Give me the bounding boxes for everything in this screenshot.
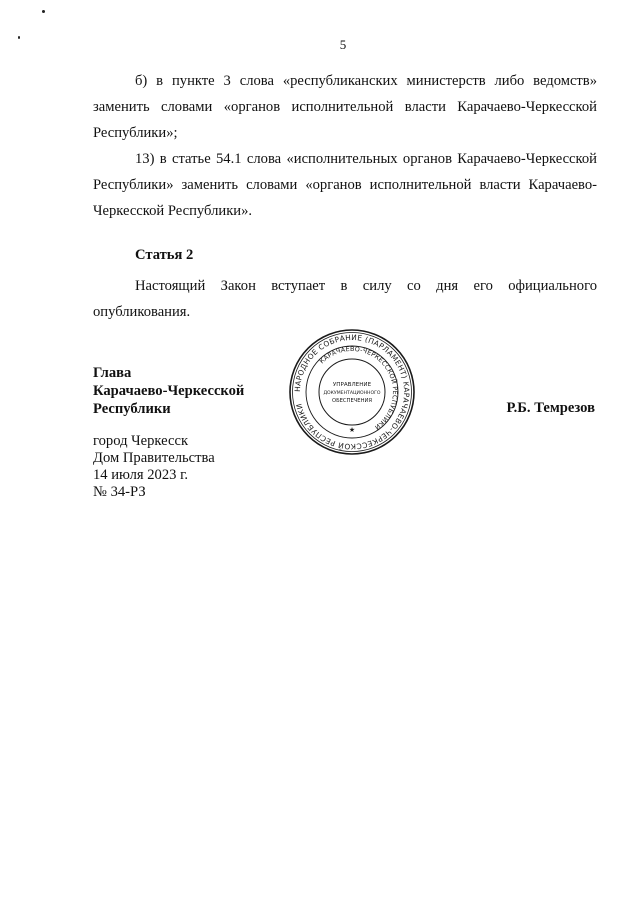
- seal-center-line: ДОКУМЕНТАЦИОННОГО: [323, 391, 381, 396]
- signer-title: [93, 364, 244, 418]
- signer-title-line: Республики: [93, 401, 171, 417]
- page-number: 5: [339, 37, 347, 52]
- paragraph-item-b: [93, 68, 597, 146]
- signer-name: Р.Б. Темрезов: [506, 400, 595, 416]
- paragraph-text: 13) в статье 54.1 слова «исполнительных органов Карачаево-Черкесской Республики» заменить словами «органов исполнительной власти Карачаево-Черкесской Республики».: [93, 151, 597, 219]
- date-line: 14 июля 2023 г.: [93, 467, 189, 483]
- signer-title-line: Глава: [93, 365, 132, 381]
- seal-center-line: УПРАВЛЕНИЕ: [332, 382, 372, 388]
- signer-title-line: Карачаево-Черкесской: [93, 383, 245, 399]
- place-line: Дом Правительства: [93, 450, 215, 466]
- place-line: город Черкесск: [93, 433, 189, 449]
- seal-inner-text: КАРАЧАЕВО-ЧЕРКЕССКОЙ РЕСПУБЛИКИ: [317, 344, 400, 432]
- article-heading: Статья 2: [135, 247, 194, 263]
- seal-center-line: ОБЕСПЕЧЕНИЯ: [332, 398, 372, 404]
- svg-text:КАРАЧАЕВО-ЧЕРКЕССКОЙ РЕСПУБЛИК: [318, 345, 399, 431]
- article-text: Настоящий Закон вступает в силу со дня его официального опубликования.: [93, 278, 597, 320]
- seal-outer-text: НАРОДНОЕ СОБРАНИЕ (ПАРЛАМЕНТ) КАРАЧАЕВО-ЧЕРКЕССКОЙ РЕСПУБЛИКИ: [292, 332, 412, 452]
- official-seal: [288, 328, 416, 456]
- law-number-line: № 34-РЗ: [93, 484, 146, 500]
- paragraph-item-13: [93, 146, 597, 224]
- article-body: [93, 273, 597, 325]
- scan-speck: [42, 10, 45, 13]
- paragraph-text: б) в пункте 3 слова «республиканских министерств либо ведомств» заменить словами «органов исполнительной власти Карачаево-Черкесской Республики»;: [93, 73, 597, 141]
- place-date-block: [93, 433, 215, 501]
- svg-text:★: ★: [348, 426, 356, 434]
